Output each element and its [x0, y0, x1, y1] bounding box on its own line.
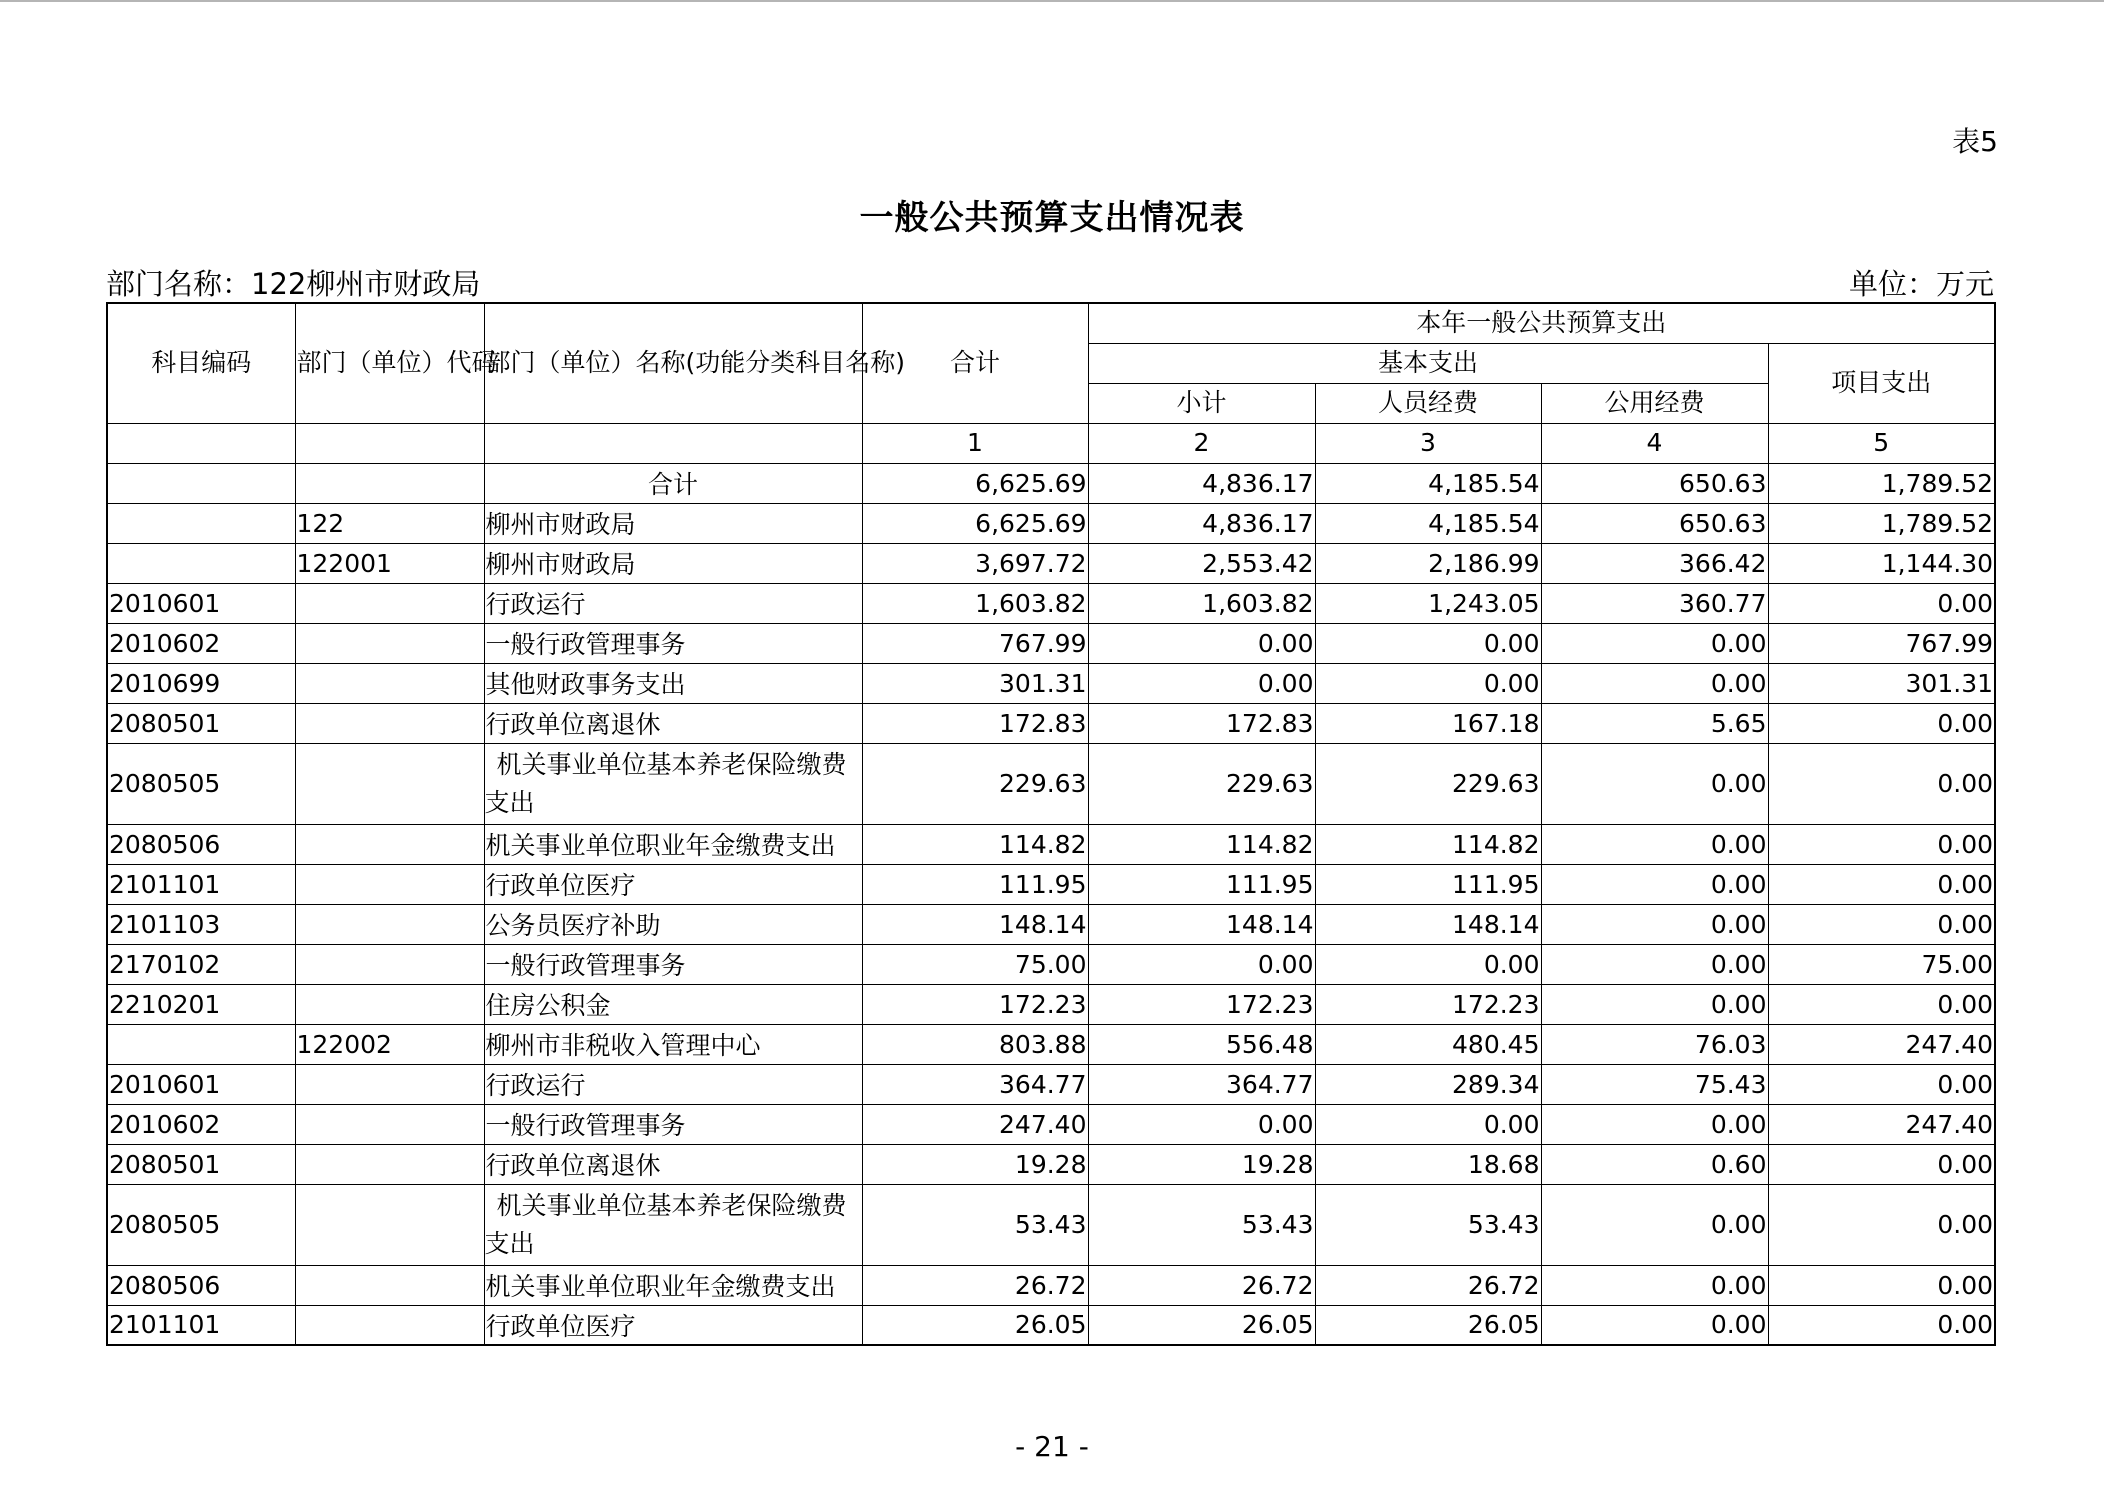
header-basic: 基本支出 [1088, 343, 1768, 383]
cell-subject-code: 2010602 [107, 1104, 295, 1144]
cell-public: 0.00 [1541, 984, 1768, 1024]
cell-project: 0.00 [1768, 1144, 1995, 1184]
cell-subtotal: 172.23 [1088, 984, 1315, 1024]
cell-unit-name: 一般行政管理事务 [484, 1104, 862, 1144]
cell-public: 0.00 [1541, 1265, 1768, 1305]
cell-total: 301.31 [862, 663, 1088, 703]
header-col-2: 2 [1088, 423, 1315, 463]
cell-public: 0.00 [1541, 1104, 1768, 1144]
cell-subtotal: 111.95 [1088, 864, 1315, 904]
cell-unit-name: 柳州市非税收入管理中心 [484, 1024, 862, 1064]
header-subject-code: 科目编码 [107, 303, 295, 423]
cell-total: 229.63 [862, 743, 1088, 824]
cell-unit-code [295, 1305, 484, 1345]
cell-project: 75.00 [1768, 944, 1995, 984]
table-row [107, 583, 1995, 623]
page-number: - 21 - [1015, 1430, 1089, 1463]
cell-subtotal: 19.28 [1088, 1144, 1315, 1184]
cell-total: 1,603.82 [862, 583, 1088, 623]
table-row [107, 543, 1995, 583]
cell-subtotal: 172.83 [1088, 703, 1315, 743]
table-header [107, 303, 1995, 463]
cell-personnel: 18.68 [1315, 1144, 1541, 1184]
cell-subtotal: 26.05 [1088, 1305, 1315, 1345]
unit-label: 单位：万元 [1848, 267, 1994, 301]
cell-unit-code [295, 1104, 484, 1144]
page-title: 一般公共预算支出情况表 [859, 198, 1245, 238]
cell-unit-code [295, 1184, 484, 1265]
cell-subtotal: 229.63 [1088, 743, 1315, 824]
table-body [107, 463, 1995, 1345]
cell-subject-code: 2010699 [107, 663, 295, 703]
header-col-4: 4 [1541, 423, 1768, 463]
cell-unit-code [295, 904, 484, 944]
cell-personnel: 1,243.05 [1315, 583, 1541, 623]
cell-personnel: 289.34 [1315, 1064, 1541, 1104]
table-row [107, 743, 1995, 824]
cell-personnel: 4,185.54 [1315, 463, 1541, 503]
cell-subtotal: 556.48 [1088, 1024, 1315, 1064]
table-row [107, 1064, 1995, 1104]
cell-total: 19.28 [862, 1144, 1088, 1184]
header-group: 本年一般公共预算支出 [1088, 303, 1995, 343]
cell-total: 111.95 [862, 864, 1088, 904]
table-row [107, 1104, 1995, 1144]
cell-total: 114.82 [862, 824, 1088, 864]
cell-subject-code: 2101103 [107, 904, 295, 944]
cell-subject-code: 2080505 [107, 743, 295, 824]
table-row [107, 824, 1995, 864]
cell-subtotal: 0.00 [1088, 1104, 1315, 1144]
cell-subtotal: 26.72 [1088, 1265, 1315, 1305]
cell-subtotal: 1,603.82 [1088, 583, 1315, 623]
top-border-line [0, 0, 2104, 2]
cell-unit-code [295, 944, 484, 984]
cell-personnel: 172.23 [1315, 984, 1541, 1024]
cell-subject-code: 2080506 [107, 1265, 295, 1305]
cell-project: 247.40 [1768, 1104, 1995, 1144]
cell-personnel: 26.05 [1315, 1305, 1541, 1345]
cell-total: 26.05 [862, 1305, 1088, 1345]
cell-personnel: 229.63 [1315, 743, 1541, 824]
cell-project: 0.00 [1768, 583, 1995, 623]
cell-personnel: 167.18 [1315, 703, 1541, 743]
table-row [107, 503, 1995, 543]
table-row [107, 1265, 1995, 1305]
department-label: 部门名称：122柳州市财政局 [106, 267, 481, 301]
cell-personnel: 2,186.99 [1315, 543, 1541, 583]
cell-subject-code: 2170102 [107, 944, 295, 984]
cell-unit-code [295, 743, 484, 824]
cell-personnel: 0.00 [1315, 623, 1541, 663]
header-total: 合计 [862, 303, 1088, 423]
cell-personnel: 0.00 [1315, 944, 1541, 984]
cell-subject-code: 2101101 [107, 1305, 295, 1345]
cell-total: 172.83 [862, 703, 1088, 743]
cell-project: 0.00 [1768, 984, 1995, 1024]
cell-total: 148.14 [862, 904, 1088, 944]
cell-unit-code [295, 1064, 484, 1104]
cell-unit-name: 机关事业单位基本养老保险缴费支出 [484, 1184, 862, 1265]
cell-public: 5.65 [1541, 703, 1768, 743]
cell-public: 360.77 [1541, 583, 1768, 623]
cell-subtotal: 148.14 [1088, 904, 1315, 944]
cell-project: 0.00 [1768, 824, 1995, 864]
cell-project: 1,789.52 [1768, 463, 1995, 503]
cell-total: 53.43 [862, 1184, 1088, 1265]
header-col-5: 5 [1768, 423, 1995, 463]
table-row [107, 944, 1995, 984]
table-row [107, 463, 1995, 503]
table-row [107, 623, 1995, 663]
cell-total: 75.00 [862, 944, 1088, 984]
cell-total: 803.88 [862, 1024, 1088, 1064]
table-row [107, 1305, 1995, 1345]
table-row [107, 703, 1995, 743]
header-unit-code: 部门（单位）代码 [295, 303, 484, 423]
cell-public: 0.00 [1541, 824, 1768, 864]
cell-total: 364.77 [862, 1064, 1088, 1104]
cell-personnel: 0.00 [1315, 1104, 1541, 1144]
cell-public: 0.00 [1541, 663, 1768, 703]
cell-unit-name: 柳州市财政局 [484, 503, 862, 543]
cell-project: 247.40 [1768, 1024, 1995, 1064]
cell-unit-code [295, 663, 484, 703]
cell-public: 0.00 [1541, 944, 1768, 984]
cell-subject-code: 2010601 [107, 583, 295, 623]
cell-subtotal: 364.77 [1088, 1064, 1315, 1104]
header-public: 公用经费 [1541, 383, 1768, 423]
table-row [107, 1144, 1995, 1184]
cell-subject-code: 2101101 [107, 864, 295, 904]
cell-unit-name: 行政运行 [484, 1064, 862, 1104]
cell-public: 650.63 [1541, 503, 1768, 543]
cell-public: 0.00 [1541, 623, 1768, 663]
cell-unit-code [295, 1265, 484, 1305]
cell-subject-code [107, 503, 295, 543]
cell-subtotal: 0.00 [1088, 663, 1315, 703]
cell-unit-name: 住房公积金 [484, 984, 862, 1024]
header-subtotal: 小计 [1088, 383, 1315, 423]
budget-table [106, 302, 1996, 1346]
cell-unit-code [295, 1144, 484, 1184]
cell-unit-name: 一般行政管理事务 [484, 623, 862, 663]
table-number: 表5 [1952, 125, 1998, 158]
cell-subject-code: 2210201 [107, 984, 295, 1024]
cell-total: 247.40 [862, 1104, 1088, 1144]
cell-subtotal: 4,836.17 [1088, 503, 1315, 543]
cell-public: 366.42 [1541, 543, 1768, 583]
cell-project: 0.00 [1768, 1305, 1995, 1345]
cell-subtotal: 0.00 [1088, 944, 1315, 984]
cell-project: 0.00 [1768, 1064, 1995, 1104]
cell-public: 0.00 [1541, 743, 1768, 824]
cell-project: 1,789.52 [1768, 503, 1995, 543]
cell-unit-code [295, 864, 484, 904]
cell-unit-name: 行政单位离退休 [484, 703, 862, 743]
cell-unit-code [295, 984, 484, 1024]
cell-total: 767.99 [862, 623, 1088, 663]
cell-unit-code [295, 623, 484, 663]
cell-subject-code: 2080501 [107, 703, 295, 743]
cell-personnel: 114.82 [1315, 824, 1541, 864]
cell-subject-code [107, 543, 295, 583]
table-row [107, 984, 1995, 1024]
cell-project: 0.00 [1768, 864, 1995, 904]
cell-public: 76.03 [1541, 1024, 1768, 1064]
cell-public: 650.63 [1541, 463, 1768, 503]
cell-total: 26.72 [862, 1265, 1088, 1305]
cell-unit-name: 合计 [484, 463, 862, 503]
table-row [107, 864, 1995, 904]
cell-subtotal: 0.00 [1088, 623, 1315, 663]
cell-project: 0.00 [1768, 703, 1995, 743]
header-project: 项目支出 [1768, 343, 1995, 423]
cell-project: 1,144.30 [1768, 543, 1995, 583]
cell-unit-name: 机关事业单位职业年金缴费支出 [484, 824, 862, 864]
cell-public: 0.00 [1541, 904, 1768, 944]
table-row [107, 904, 1995, 944]
cell-total: 172.23 [862, 984, 1088, 1024]
header-unit-name: 部门（单位）名称(功能分类科目名称) [484, 303, 862, 423]
cell-unit-name: 行政单位医疗 [484, 1305, 862, 1345]
cell-unit-name: 行政单位医疗 [484, 864, 862, 904]
header-personnel: 人员经费 [1315, 383, 1541, 423]
table-row [107, 1024, 1995, 1064]
cell-personnel: 111.95 [1315, 864, 1541, 904]
cell-unit-code [295, 583, 484, 623]
header-col-1: 1 [862, 423, 1088, 463]
cell-subject-code [107, 1024, 295, 1064]
cell-unit-name: 公务员医疗补助 [484, 904, 862, 944]
cell-project: 0.00 [1768, 743, 1995, 824]
header-col-3: 3 [1315, 423, 1541, 463]
cell-unit-name: 机关事业单位职业年金缴费支出 [484, 1265, 862, 1305]
table-row [107, 1184, 1995, 1265]
cell-personnel: 53.43 [1315, 1184, 1541, 1265]
cell-total: 6,625.69 [862, 503, 1088, 543]
cell-public: 0.00 [1541, 864, 1768, 904]
cell-unit-name: 行政运行 [484, 583, 862, 623]
cell-subject-code: 2010602 [107, 623, 295, 663]
table-row [107, 663, 1995, 703]
cell-subject-code: 2010601 [107, 1064, 295, 1104]
cell-project: 0.00 [1768, 1184, 1995, 1265]
cell-unit-code: 122 [295, 503, 484, 543]
cell-personnel: 148.14 [1315, 904, 1541, 944]
cell-personnel: 26.72 [1315, 1265, 1541, 1305]
cell-project: 0.00 [1768, 1265, 1995, 1305]
cell-personnel: 0.00 [1315, 663, 1541, 703]
cell-subtotal: 114.82 [1088, 824, 1315, 864]
cell-unit-code [295, 703, 484, 743]
cell-project: 301.31 [1768, 663, 1995, 703]
cell-subject-code: 2080506 [107, 824, 295, 864]
cell-subject-code: 2080505 [107, 1184, 295, 1265]
cell-subject-code: 2080501 [107, 1144, 295, 1184]
cell-unit-name: 柳州市财政局 [484, 543, 862, 583]
cell-subtotal: 2,553.42 [1088, 543, 1315, 583]
cell-unit-code: 122001 [295, 543, 484, 583]
cell-unit-code [295, 824, 484, 864]
cell-public: 0.60 [1541, 1144, 1768, 1184]
cell-subject-code [107, 463, 295, 503]
cell-unit-name: 机关事业单位基本养老保险缴费支出 [484, 743, 862, 824]
cell-project: 0.00 [1768, 904, 1995, 944]
cell-subtotal: 4,836.17 [1088, 463, 1315, 503]
cell-personnel: 4,185.54 [1315, 503, 1541, 543]
cell-unit-code [295, 463, 484, 503]
cell-unit-name: 行政单位离退休 [484, 1144, 862, 1184]
cell-subtotal: 53.43 [1088, 1184, 1315, 1265]
cell-public: 0.00 [1541, 1305, 1768, 1345]
cell-project: 767.99 [1768, 623, 1995, 663]
cell-personnel: 480.45 [1315, 1024, 1541, 1064]
cell-total: 3,697.72 [862, 543, 1088, 583]
cell-unit-code: 122002 [295, 1024, 484, 1064]
cell-total: 6,625.69 [862, 463, 1088, 503]
cell-public: 75.43 [1541, 1064, 1768, 1104]
cell-unit-name: 其他财政事务支出 [484, 663, 862, 703]
cell-public: 0.00 [1541, 1184, 1768, 1265]
cell-unit-name: 一般行政管理事务 [484, 944, 862, 984]
